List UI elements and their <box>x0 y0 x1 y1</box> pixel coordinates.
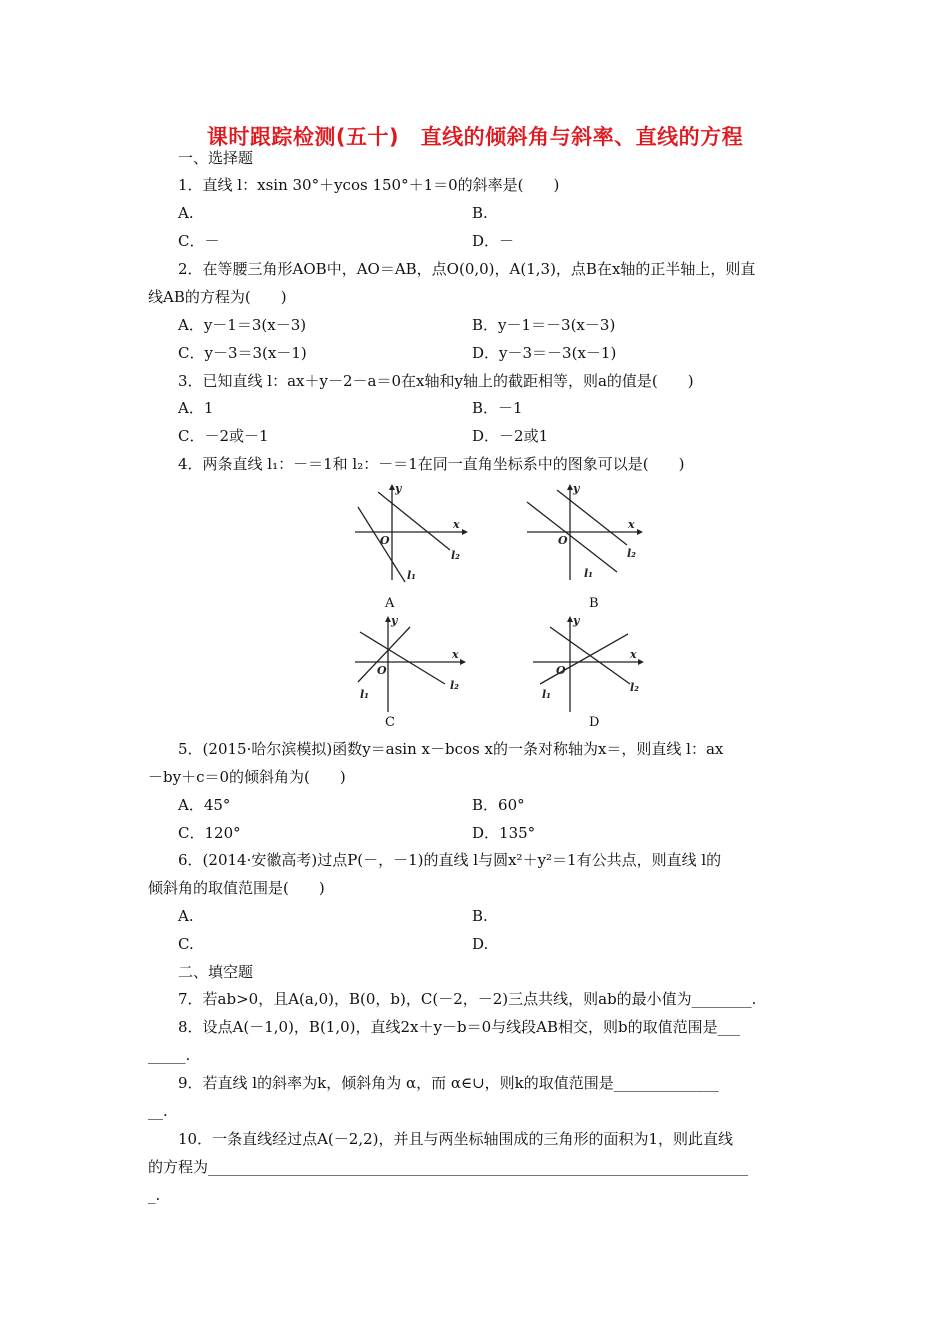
graph-c-caption: C <box>385 715 395 730</box>
q1-option-a: A. <box>178 204 194 222</box>
graph-c-l2-label: l₂ <box>450 679 459 692</box>
q1-option-b: B. <box>472 204 488 222</box>
q10-stem-2: 的方程为________________________________________________________________________ <box>148 1158 749 1176</box>
q5-option-b: B．60° <box>472 796 525 814</box>
graph-c-origin-label: O <box>377 664 387 677</box>
q3-option-c: C．－2或－1 <box>178 427 269 445</box>
graph-d-l2-label: l₂ <box>630 681 639 694</box>
q10-stem-1: 10．一条直线经过点A(－2,2)，并且与两坐标轴围成的三角形的面积为1，则此直线 <box>178 1130 734 1148</box>
graph-b <box>522 480 647 585</box>
q6-stem-1: 6．(2014·安徽高考)过点P(－，－1)的直线 l与圆x²＋y²＝1有公共点，则直线 l的 <box>178 851 722 869</box>
q1-option-c: C．－ <box>178 232 220 250</box>
q10-stem-3: _. <box>148 1186 161 1204</box>
graph-a-x-label: x <box>453 518 460 531</box>
q1-option-d: D．－ <box>472 232 515 250</box>
graph-a-origin-label: O <box>380 534 390 547</box>
graph-a-l1-label: l₁ <box>407 569 416 582</box>
graph-b-l2-label: l₂ <box>627 547 636 560</box>
q6-stem-2: 倾斜角的取值范围是( ) <box>148 879 325 897</box>
graph-b-l1-label: l₁ <box>584 567 593 580</box>
q5-option-c: C．120° <box>178 824 241 842</box>
graph-a <box>350 480 470 585</box>
graph-d-origin-label: O <box>556 664 566 677</box>
q6-option-b: B. <box>472 907 488 925</box>
q5-option-d: D．135° <box>472 824 536 842</box>
q3-stem: 3．已知直线 l：ax＋y－2－a＝0在x轴和y轴上的截距相等，则a的值是( ) <box>178 372 694 390</box>
graph-d-l1-label: l₁ <box>542 688 551 701</box>
section-choice: 一、选择题 <box>178 149 254 167</box>
q2-option-a: A．y－1＝3(x－3) <box>178 316 307 334</box>
q2-option-c: C．y－3＝3(x－1) <box>178 344 307 362</box>
q6-option-a: A. <box>178 907 194 925</box>
graph-a-l2-label: l₂ <box>451 549 460 562</box>
q4-stem: 4．两条直线 l₁：－＝1和 l₂：－＝1在同一直角坐标系中的图象可以是( ) <box>178 455 685 473</box>
q8-stem-1: 8．设点A(－1,0)，B(1,0)，直线2x＋y－b＝0与线段AB相交，则b的取值范围是___ <box>178 1018 741 1036</box>
q9-stem-1: 9．若直线 l的斜率为k，倾斜角为 α，而 α∈∪，则k的取值范围是______________ <box>178 1074 719 1092</box>
q2-option-b: B．y－1＝－3(x－3) <box>472 316 616 334</box>
graph-c-l1-label: l₁ <box>360 688 369 701</box>
page-title: 课时跟踪检测(五十) 直线的倾斜角与斜率、直线的方程 <box>206 125 744 149</box>
section-fill: 二、填空题 <box>178 963 254 981</box>
q5-stem-2: －by＋c＝0的倾斜角为( ) <box>148 768 346 786</box>
q8-stem-2: _____. <box>148 1046 191 1064</box>
graph-c-y-label: y <box>391 614 398 627</box>
graph-c <box>350 612 470 717</box>
graph-c-x-label: x <box>452 648 459 661</box>
graph-d <box>528 612 648 717</box>
graph-d-x-label: x <box>630 648 637 661</box>
graph-b-y-label: y <box>573 482 580 495</box>
graph-d-y-label: y <box>573 614 580 627</box>
q9-stem-2: __. <box>148 1102 168 1120</box>
q5-option-a: A．45° <box>178 796 231 814</box>
q7-stem: 7．若ab>0，且A(a,0)，B(0，b)，C(－2，－2)三点共线，则ab的最小值为________. <box>178 990 757 1008</box>
graph-a-caption: A <box>385 596 395 611</box>
q1-stem: 1．直线 l：xsin 30°＋ycos 150°＋1＝0的斜率是( ) <box>178 176 560 194</box>
q2-option-d: D．y－3＝－3(x－1) <box>472 344 617 362</box>
q2-stem-2: 线AB的方程为( ) <box>148 288 287 306</box>
graph-b-origin-label: O <box>558 534 568 547</box>
graph-d-caption: D <box>589 715 600 730</box>
q6-option-c: C. <box>178 935 194 953</box>
q6-option-d: D. <box>472 935 489 953</box>
q5-stem-1: 5．(2015·哈尔滨模拟)函数y＝asin x－bcos x的一条对称轴为x＝，则直线 l：ax <box>178 740 724 758</box>
graph-b-x-label: x <box>628 518 635 531</box>
graph-b-caption: B <box>589 596 599 611</box>
q3-option-d: D．－2或1 <box>472 427 549 445</box>
q3-option-a: A．1 <box>178 399 214 417</box>
q2-stem-1: 2．在等腰三角形AOB中，AO＝AB，点O(0,0)，A(1,3)，点B在x轴的正半轴上，则直 <box>178 260 756 278</box>
q3-option-b: B．－1 <box>472 399 523 417</box>
graph-a-y-label: y <box>395 482 402 495</box>
